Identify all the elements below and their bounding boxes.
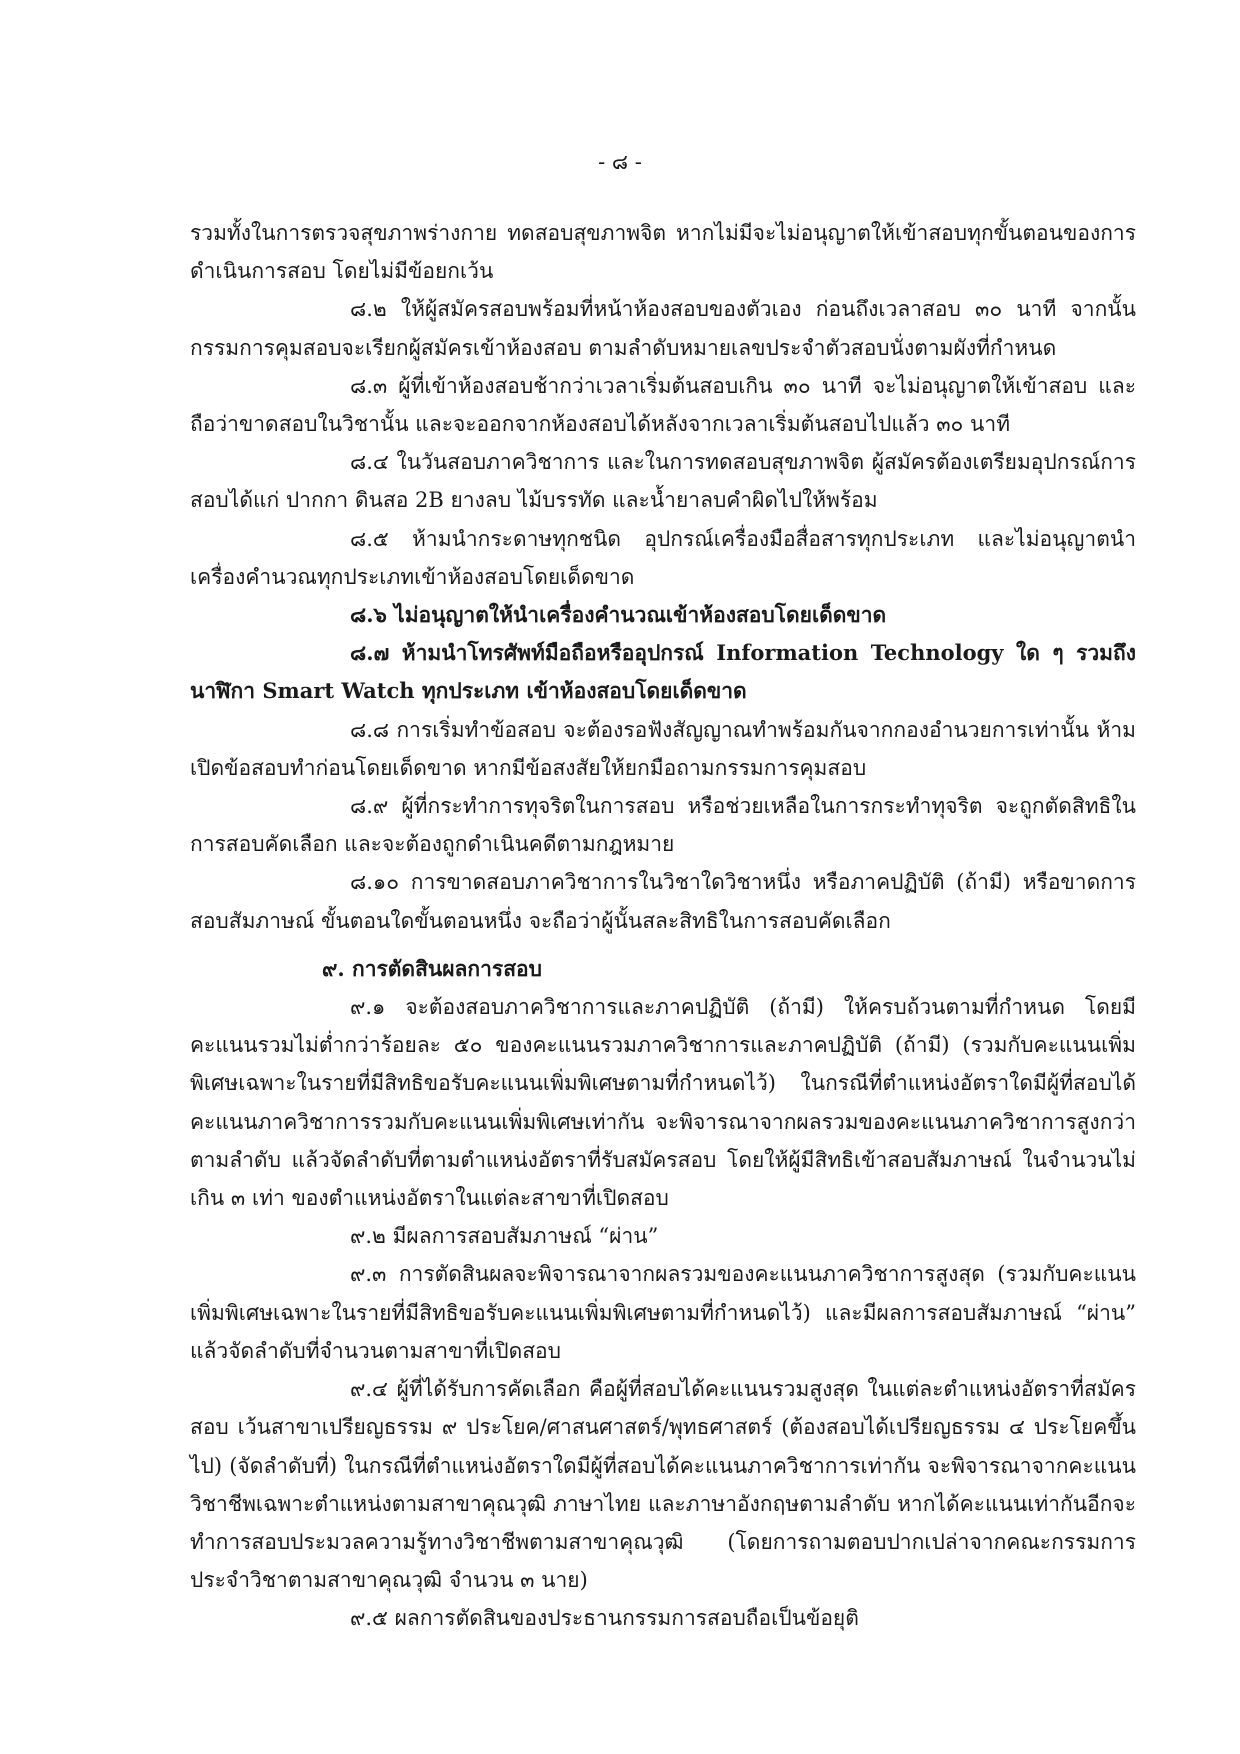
paragraph-8-4: ๘.๔ ในวันสอบภาควิชาการ และในการทดสอบสุขภาพจิต ผู้สมัครต้องเตรียมอุปกรณ์การสอบได้แก่ ปากกา ดินสอ 2B ยางลบ ไม้บรรทัด และน้ำยาลบคำผิดไปให้พร้อม <box>190 450 1136 513</box>
paragraph-9-5: ๙.๕ ผลการตัดสินของประธานกรรมการสอบถือเป็นข้อยุติ <box>350 1606 859 1631</box>
paragraph-9-2: ๙.๒ มีผลการสอบสัมภาษณ์ “ผ่าน” <box>350 1224 659 1249</box>
paragraph-9-4: ๙.๔ ผู้ที่ได้รับการคัดเลือก คือผู้ที่สอบได้คะแนนรวมสูงสุด ในแต่ละตำแหน่งอัตราที่สมัครสอบ เว้นสาขาเปรียญธรรม ๙ ประโยค/ศาสนศาสตร์/พุทธศาสตร์ (ต้องสอบได้เปรียญธรรม ๔ ประโยคขึ้นไป) (จัดลำดับที่) ในกรณีที่ตำแหน่งอัตราใดมีผู้ที่สอบได้คะแนนภาควิชาการเท่ากัน จะพิจารณาจากคะแนนวิชาชีพเฉพาะตำแหน่งตามสาขาคุณวุฒิ ภาษาไทย และภาษาอังกฤษตามลำดับ หากได้คะแนนเท่ากันอีกจะทำการสอบประมวลความรู้ทางวิชาชีพตามสาขาคุณวุฒิ (โดยการถามตอบปากเปล่าจากคณะกรรมการประจำวิชาตามสาขาคุณวุฒิ จำนวน ๓ นาย) <box>190 1377 1136 1593</box>
paragraph-8-5: ๘.๕ ห้ามนำกระดาษทุกชนิด อุปกรณ์เครื่องมือสื่อสารทุกประเภท และไม่อนุญาตนำเครื่องคำนวณทุกประเภทเข้าห้องสอบโดยเด็ดขาด <box>190 526 1136 589</box>
paragraph-9-1: ๙.๑ จะต้องสอบภาควิชาการและภาคปฏิบัติ (ถ้ามี) ให้ครบถ้วนตามที่กำหนด โดยมีคะแนนรวมไม่ต่ำกว่าร้อยละ ๕๐ ของคะแนนรวมภาควิชาการและภาคปฏิบัติ (ถ้ามี) (รวมกับคะแนนเพิ่มพิเศษเฉพาะในรายที่มีสิทธิขอรับคะแนนเพิ่มพิเศษตามที่กำหนดไว้) ในกรณีที่ตำแหน่งอัตราใดมีผู้ที่สอบได้คะแนนภาควิชาการรวมกับคะแนนเพิ่มพิเศษเท่ากัน จะพิจารณาจากผลรวมของคะแนนภาควิชาการสูงกว่าตามลำดับ แล้วจัดลำดับที่ตามตำแหน่งอัตราที่รับสมัครสอบ โดยให้ผู้มีสิทธิเข้าสอบสัมภาษณ์ ในจำนวนไม่เกิน ๓ เท่า ของตำแหน่งอัตราในแต่ละสาขาที่เปิดสอบ <box>190 995 1136 1211</box>
paragraph-8-7: ๘.๗ ห้ามนำโทรศัพท์มือถือหรืออุปกรณ์ Information Technology ใด ๆ รวมถึงนาฬิกา Smart Watch ทุกประเภท เข้าห้องสอบโดยเด็ดขาด <box>190 640 1136 704</box>
paragraph-8-9: ๘.๙ ผู้ที่กระทำการทุจริตในการสอบ หรือช่วยเหลือในการกระทำทุจริต จะถูกตัดสิทธิในการสอบคัดเลือก และจะต้องถูกดำเนินคดีตามกฎหมาย <box>190 794 1136 857</box>
paragraph-9-3: ๙.๓ การตัดสินผลจะพิจารณาจากผลรวมของคะแนนภาควิชาการสูงสุด (รวมกับคะแนนเพิ่มพิเศษเฉพาะในรายที่มีสิทธิขอรับคะแนนเพิ่มพิเศษตามที่กำหนดไว้) และมีผลการสอบสัมภาษณ์ “ผ่าน” แล้วจัดลำดับที่จำนวนตามสาขาที่เปิดสอบ <box>190 1262 1136 1363</box>
paragraph-8-6: ๘.๖ ไม่อนุญาตให้นำเครื่องคำนวณเข้าห้องสอบโดยเด็ดขาด <box>350 602 887 628</box>
page-number: - ๘ - <box>598 150 642 174</box>
paragraph-8-2: ๘.๒ ให้ผู้สมัครสอบพร้อมที่หน้าห้องสอบของตัวเอง ก่อนถึงเวลาสอบ ๓๐ นาที จากนั้นกรรมการคุมสอบจะเรียกผู้สมัครเข้าห้องสอบ ตามลำดับหมายเลขประจำตัวสอบนั่งตามผังที่กำหนด <box>190 297 1136 360</box>
paragraph-8-8: ๘.๘ การเริ่มทำข้อสอบ จะต้องรอฟังสัญญาณทำพร้อมกันจากกองอำนวยการเท่านั้น ห้ามเปิดข้อสอบทำก่อนโดยเด็ดขาด หากมีข้อสงสัยให้ยกมือถามกรรมการคุมสอบ <box>190 717 1136 780</box>
document-body <box>190 214 1136 1638</box>
paragraph-continuation: รวมทั้งในการตรวจสุขภาพร่างกาย ทดสอบสุขภาพจิต หากไม่มีจะไม่อนุญาตให้เข้าสอบทุกขั้นตอนของการดำเนินการสอบ โดยไม่มีข้อยกเว้น <box>190 221 1136 284</box>
paragraph-8-10: ๘.๑๐ การขาดสอบภาควิชาการในวิชาใดวิชาหนึ่ง หรือภาคปฏิบัติ (ถ้ามี) หรือขาดการสอบสัมภาษณ์ ขั้นตอนใดขั้นตอนหนึ่ง จะถือว่าผู้นั้นสละสิทธิในการสอบคัดเลือก <box>190 870 1136 933</box>
paragraph-8-3: ๘.๓ ผู้ที่เข้าห้องสอบช้ากว่าเวลาเริ่มต้นสอบเกิน ๓๐ นาที จะไม่อนุญาตให้เข้าสอบ และถือว่าขาดสอบในวิชานั้น และจะออกจากห้องสอบได้หลังจากเวลาเริ่มต้นสอบไปแล้ว ๓๐ นาที <box>190 373 1136 437</box>
section-heading-9: ๙. การตัดสินผลการสอบ <box>322 955 542 981</box>
